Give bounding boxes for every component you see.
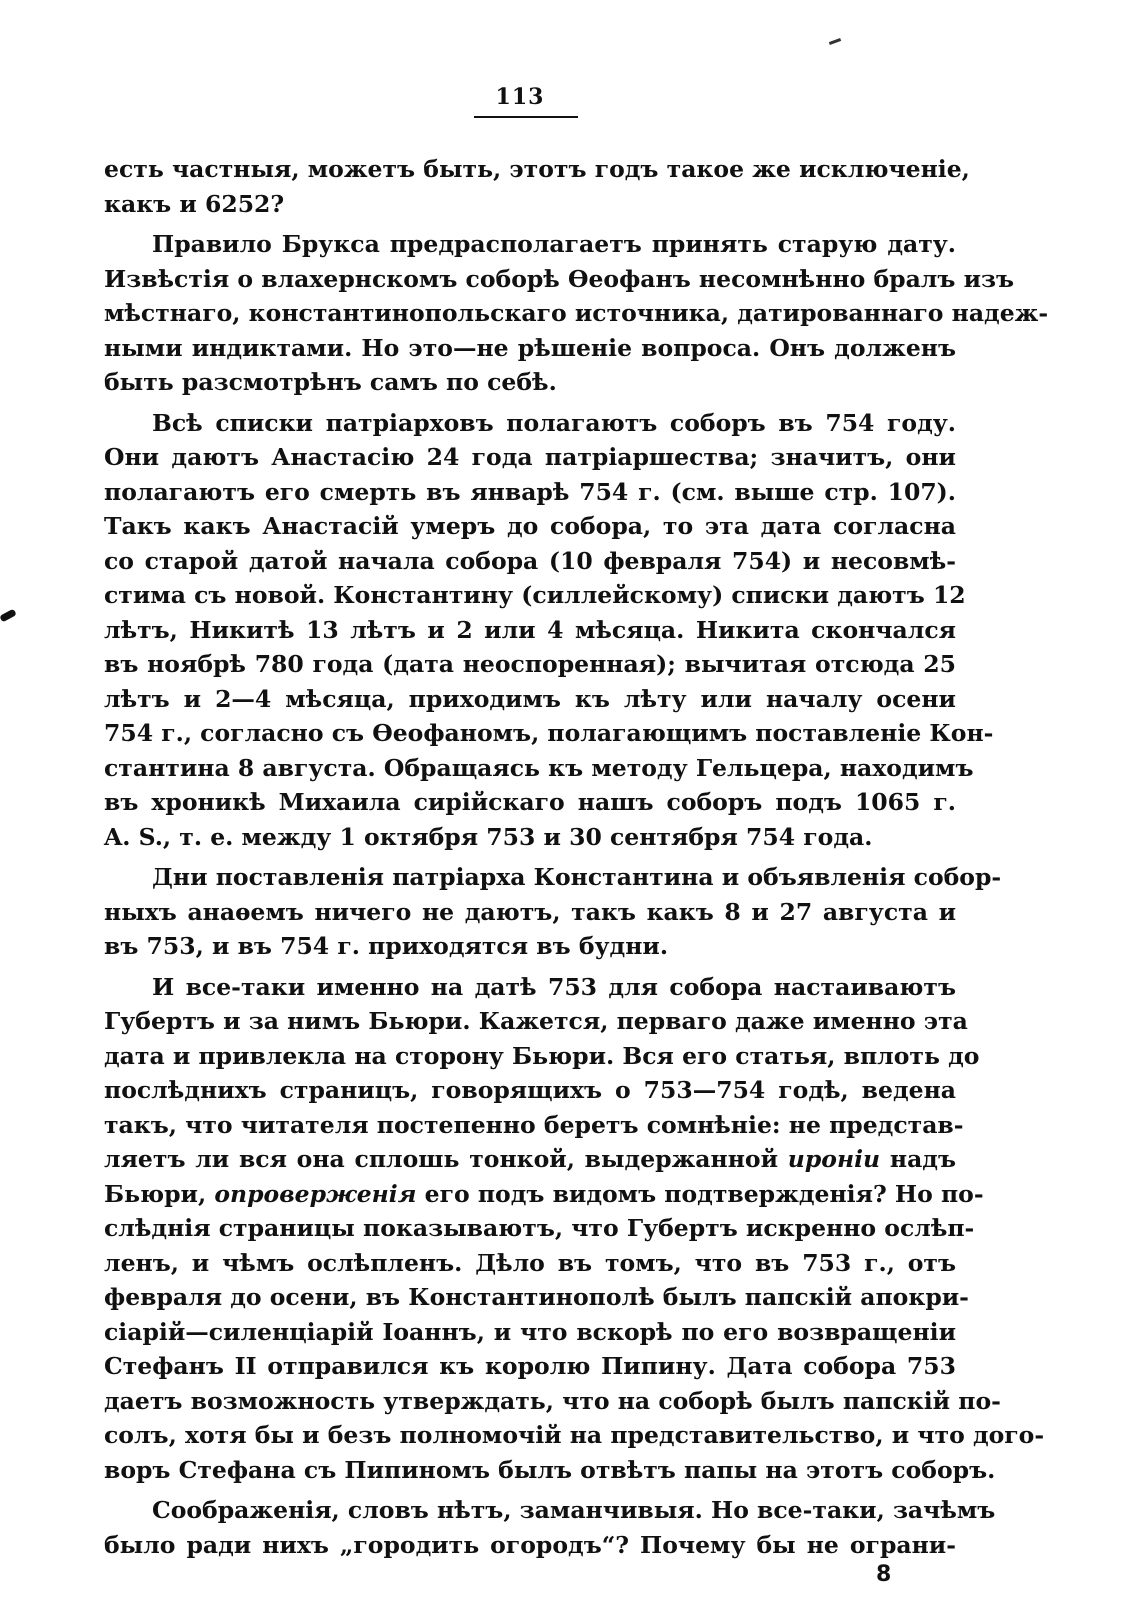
text-line-with-italic bbox=[104, 1177, 984, 1212]
text-fragment: надъ bbox=[880, 1145, 956, 1173]
text-line: сіарій—силенціарій Іоаннъ, и что вскорѣ по его возвращеніи bbox=[104, 1317, 956, 1346]
stray-ink-mark-margin bbox=[0, 609, 17, 623]
text-line: Дни поставленія патріарха Константина и объявленія собор- bbox=[152, 863, 1002, 891]
text-line: Такъ какъ Анастасій умеръ до собора, то эта дата согласна bbox=[104, 512, 956, 540]
text-line: Они даютъ Анастасію 24 года патріаршества; значитъ, они bbox=[104, 443, 956, 471]
text-line: ныхъ анаѳемъ ничего не даютъ, такъ какъ 8 и 27 августа и bbox=[104, 897, 956, 926]
text-fragment: его подъ видомъ подтвержденія? Но по- bbox=[416, 1179, 984, 1208]
text-line: въ хроникѣ Михаила сирійскаго нашъ соборъ подъ 1065 г. bbox=[104, 788, 956, 816]
text-line: Соображенія, словъ нѣтъ, заманчивыя. Но все-таки, зачѣмъ bbox=[152, 1496, 996, 1524]
text-line: такъ, что читателя постепенно беретъ сомнѣніе: не представ- bbox=[104, 1110, 964, 1139]
text-line: ными индиктами. Но это—не рѣшеніе вопроса. Онъ долженъ bbox=[104, 333, 956, 362]
text-line: февраля до осени, въ Константинополѣ былъ папскій апокри- bbox=[104, 1283, 969, 1311]
text-line: Всѣ списки патріарховъ полагаютъ соборъ въ 754 году. bbox=[152, 408, 956, 437]
text-line: въ ноябрѣ 780 года (дата неоспоренная); вычитая отсюда 25 bbox=[104, 650, 956, 678]
text-line: 754 г., согласно съ Ѳеофаномъ, полагающимъ поставленіе Кон- bbox=[104, 719, 994, 747]
page-number-rule bbox=[474, 116, 578, 118]
text-line: солъ, хотя бы и безъ полномочій на представительство, и что дого- bbox=[104, 1421, 1045, 1449]
text-line: Правило Брукса предрасполагаетъ принять старую дату. bbox=[152, 230, 956, 258]
text-line: Стефанъ II отправился къ королю Пипину. Дата собора 753 bbox=[104, 1352, 956, 1380]
text-line: стантина 8 августа. Обращаясь къ методу Гельцера, находимъ bbox=[104, 753, 974, 782]
text-line: И все-таки именно на датѣ 753 для собора настаиваютъ bbox=[152, 972, 956, 1001]
text-line: слѣднія страницы показываютъ, что Губертъ искренно ослѣп- bbox=[104, 1214, 975, 1242]
text-line: полагаютъ его смерть въ январѣ 754 г. (см. выше стр. 107). bbox=[104, 477, 956, 506]
text-line: Извѣстія о влахернскомъ соборѣ Ѳеофанъ несомнѣнно бралъ изъ bbox=[104, 264, 1015, 293]
text-line: дата и привлекла на сторону Бьюри. Вся его статья, вплоть до bbox=[104, 1041, 980, 1070]
text-line: въ 753, и въ 754 г. приходятся въ будни. bbox=[104, 932, 669, 960]
text-line: есть частныя, можетъ быть, этотъ годъ такое же исключеніе, bbox=[104, 155, 970, 183]
text-line: ленъ, и чѣмъ ослѣпленъ. Дѣло въ томъ, что въ 753 г., отъ bbox=[104, 1248, 956, 1277]
text-body bbox=[104, 152, 1049, 1562]
italic-term: ироніи bbox=[787, 1145, 881, 1173]
text-line: A. S., т. е. между 1 октября 753 и 30 сентября 754 года. bbox=[104, 822, 873, 851]
text-line: лѣтъ, Никитѣ 13 лѣтъ и 2 или 4 мѣсяца. Никита скончался bbox=[104, 615, 956, 644]
page-number: 113 bbox=[495, 84, 545, 110]
text-fragment: ляетъ ли вся она сплошь тонкой, выдержанной bbox=[104, 1145, 788, 1173]
text-line: послѣднихъ страницъ, говорящихъ о 753—754 годѣ, ведена bbox=[104, 1076, 956, 1104]
text-line: какъ и 6252? bbox=[104, 189, 285, 218]
text-line: лѣтъ и 2—4 мѣсяца, приходимъ къ лѣту или началу осени bbox=[104, 684, 956, 713]
text-line: воръ Стефана съ Пипиномъ былъ отвѣтъ папы на этотъ соборъ. bbox=[104, 1455, 996, 1484]
text-line: даетъ возможность утверждать, что на соборѣ былъ папскій по- bbox=[104, 1386, 1001, 1415]
text-line: со старой датой начала собора (10 февраля 754) и несовмѣ- bbox=[104, 546, 956, 575]
italic-term: опроверженія bbox=[214, 1179, 417, 1208]
text-line: быть разсмотрѣнъ самъ по себѣ. bbox=[104, 368, 557, 396]
text-line: стима съ новой. Константину (силлейскому) списки даютъ 12 bbox=[104, 581, 966, 609]
stray-ink-mark-top bbox=[829, 38, 841, 45]
text-line: было ради нихъ „городить огородъ“? Почему бы не ограни- bbox=[104, 1530, 956, 1559]
signature-mark: 8 bbox=[876, 1562, 892, 1587]
text-line: мѣстнаго, константинопольскаго источника, датированнаго надеж- bbox=[104, 299, 1049, 327]
text-line: Губертъ и за нимъ Бьюри. Кажется, перваго даже именно эта bbox=[104, 1007, 968, 1035]
text-line-with-italic bbox=[104, 1142, 956, 1177]
text-fragment: Бьюри, bbox=[104, 1179, 215, 1208]
